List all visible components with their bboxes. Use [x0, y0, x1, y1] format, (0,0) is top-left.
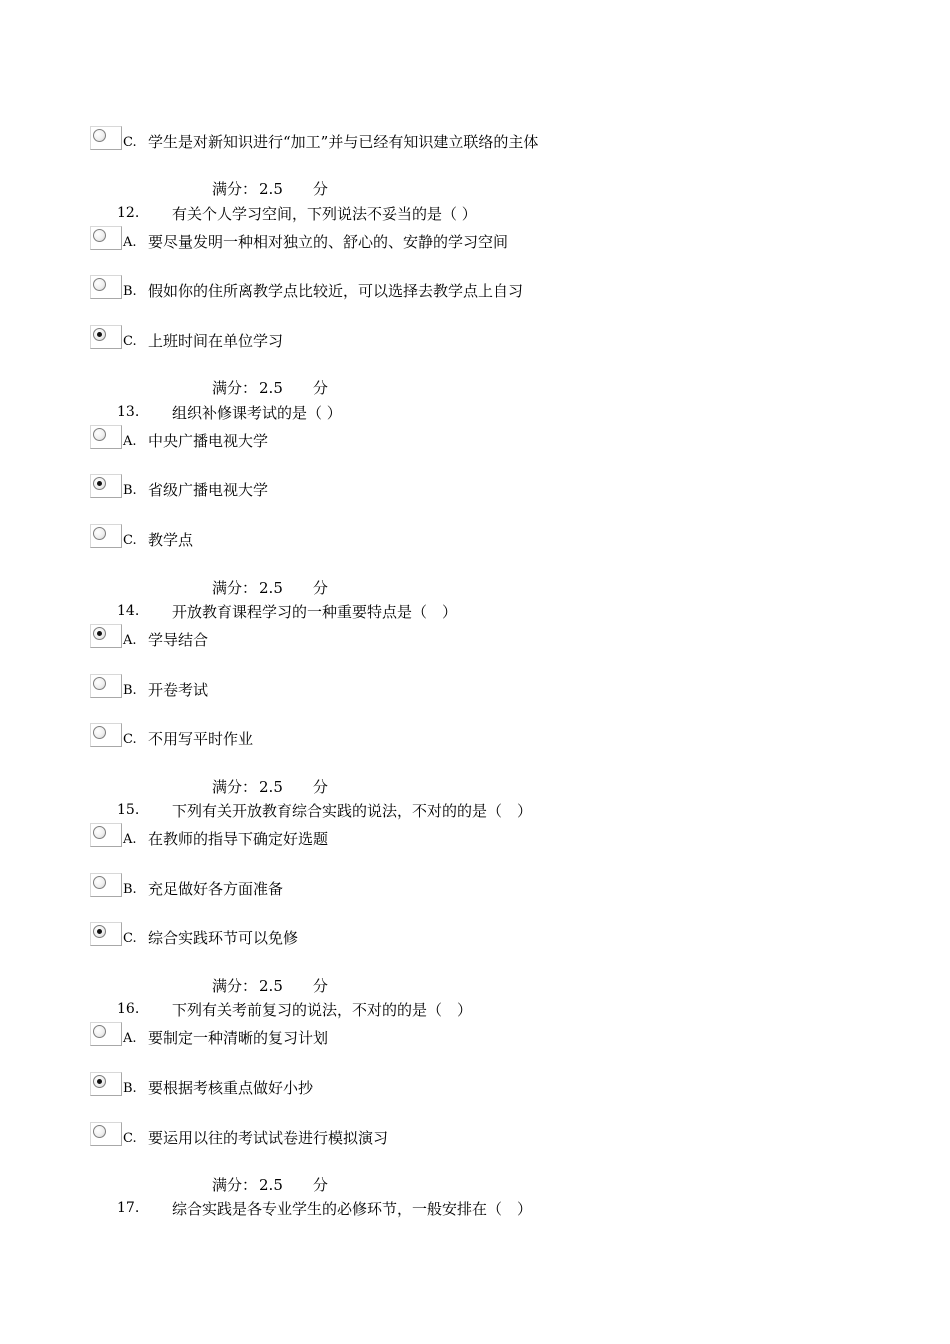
score-unit: 分	[312, 977, 328, 995]
radio-circle-icon	[93, 477, 106, 490]
score-label: 满分：	[212, 579, 258, 597]
radio-button[interactable]	[90, 425, 122, 449]
option-text: 教学点	[148, 531, 194, 549]
question-text: 综合实践是各专业学生的必修环节，一般安排在（ ）	[172, 1200, 533, 1218]
radio-circle-icon	[93, 229, 106, 242]
option-letter: C.	[123, 533, 137, 548]
option-letter: A.	[123, 832, 137, 847]
score-value: 2.5	[259, 180, 283, 198]
question-text: 下列有关考前复习的说法，不对的的是（ ）	[172, 1001, 473, 1019]
radio-circle-icon	[93, 876, 106, 889]
score-unit: 分	[312, 379, 328, 397]
option-letter: B.	[123, 483, 137, 498]
option-text: 省级广播电视大学	[148, 481, 269, 499]
option-letter: C.	[123, 1131, 137, 1146]
radio-circle-icon	[93, 1125, 106, 1138]
option-text: 充足做好各方面准备	[148, 880, 284, 898]
score-label: 满分：	[212, 778, 258, 796]
option-letter: C.	[123, 732, 137, 747]
question-text: 开放教育课程学习的一种重要特点是（ ）	[172, 603, 458, 621]
option-letter: A.	[123, 434, 137, 449]
option-letter: B.	[123, 882, 137, 897]
option-text: 要根据考核重点做好小抄	[148, 1079, 314, 1097]
score-value: 2.5	[259, 778, 283, 796]
radio-circle-icon	[93, 1075, 106, 1088]
radio-button[interactable]	[90, 723, 122, 747]
radio-button[interactable]	[90, 226, 122, 250]
question-number: 12.	[117, 205, 140, 221]
option-text: 在教师的指导下确定好选题	[148, 830, 329, 848]
radio-button[interactable]	[90, 1072, 122, 1096]
option-text: 上班时间在单位学习	[148, 332, 284, 350]
score-label: 满分：	[212, 180, 258, 198]
option-letter: C.	[123, 334, 137, 349]
score-line	[212, 377, 328, 398]
option-text: 要运用以往的考试试卷进行模拟演习	[148, 1129, 389, 1147]
radio-button[interactable]	[90, 1122, 122, 1146]
radio-circle-icon	[93, 925, 106, 938]
radio-button[interactable]	[90, 823, 122, 847]
radio-button[interactable]	[90, 922, 122, 946]
radio-button[interactable]	[90, 275, 122, 299]
radio-button[interactable]	[90, 674, 122, 698]
score-label: 满分：	[212, 379, 258, 397]
option-text: 中央广播电视大学	[148, 432, 269, 450]
option-text: 要尽量发明一种相对独立的、舒心的、安静的学习空间	[148, 233, 509, 251]
option-text: 假如你的住所离教学点比较近，可以选择去教学点上自习	[148, 282, 524, 300]
score-value: 2.5	[259, 1176, 283, 1194]
score-unit: 分	[312, 1176, 328, 1194]
option-text: 开卷考试	[148, 681, 209, 699]
radio-circle-icon	[93, 677, 106, 690]
radio-button[interactable]	[90, 873, 122, 897]
radio-button[interactable]	[90, 474, 122, 498]
option-text: 综合实践环节可以免修	[148, 929, 299, 947]
score-unit: 分	[312, 180, 328, 198]
radio-circle-icon	[93, 129, 106, 142]
score-line	[212, 178, 328, 199]
option-text: 学生是对新知识进行“加工”并与已经有知识建立联络的主体	[148, 133, 539, 151]
score-unit: 分	[312, 778, 328, 796]
option-letter: C.	[123, 931, 137, 946]
score-line	[212, 577, 328, 598]
option-letter: B.	[123, 284, 137, 299]
question-text: 组织补修课考试的是（ ）	[172, 404, 342, 422]
radio-button[interactable]	[90, 524, 122, 548]
radio-button[interactable]	[90, 126, 122, 150]
score-value: 2.5	[259, 977, 283, 995]
radio-circle-icon	[93, 527, 106, 540]
radio-circle-icon	[93, 1025, 106, 1038]
score-line	[212, 1174, 328, 1195]
option-letter: A.	[123, 235, 137, 250]
question-number: 15.	[117, 802, 140, 818]
radio-button[interactable]	[90, 624, 122, 648]
question-number: 16.	[117, 1001, 140, 1017]
score-label: 满分：	[212, 1176, 258, 1194]
radio-button[interactable]	[90, 1022, 122, 1046]
option-letter: B.	[123, 683, 137, 698]
option-text: 要制定一种清晰的复习计划	[148, 1029, 329, 1047]
score-label: 满分：	[212, 977, 258, 995]
question-number: 17.	[117, 1200, 140, 1216]
option-letter: C.	[123, 135, 137, 150]
radio-circle-icon	[93, 726, 106, 739]
question-text: 有关个人学习空间，下列说法不妥当的是（ ）	[172, 205, 477, 223]
option-letter: A.	[123, 1031, 137, 1046]
radio-circle-icon	[93, 428, 106, 441]
option-letter: B.	[123, 1081, 137, 1096]
radio-circle-icon	[93, 826, 106, 839]
question-number: 14.	[117, 603, 140, 619]
score-value: 2.5	[259, 579, 283, 597]
option-letter: A.	[123, 633, 137, 648]
radio-button[interactable]	[90, 325, 122, 349]
score-line	[212, 776, 328, 797]
option-text: 不用写平时作业	[148, 730, 254, 748]
option-text: 学导结合	[148, 631, 209, 649]
radio-circle-icon	[93, 627, 106, 640]
question-text: 下列有关开放教育综合实践的说法，不对的的是（ ）	[172, 802, 533, 820]
score-value: 2.5	[259, 379, 283, 397]
question-number: 13.	[117, 404, 140, 420]
score-line	[212, 975, 328, 996]
radio-circle-icon	[93, 278, 106, 291]
radio-circle-icon	[93, 328, 106, 341]
score-unit: 分	[312, 579, 328, 597]
